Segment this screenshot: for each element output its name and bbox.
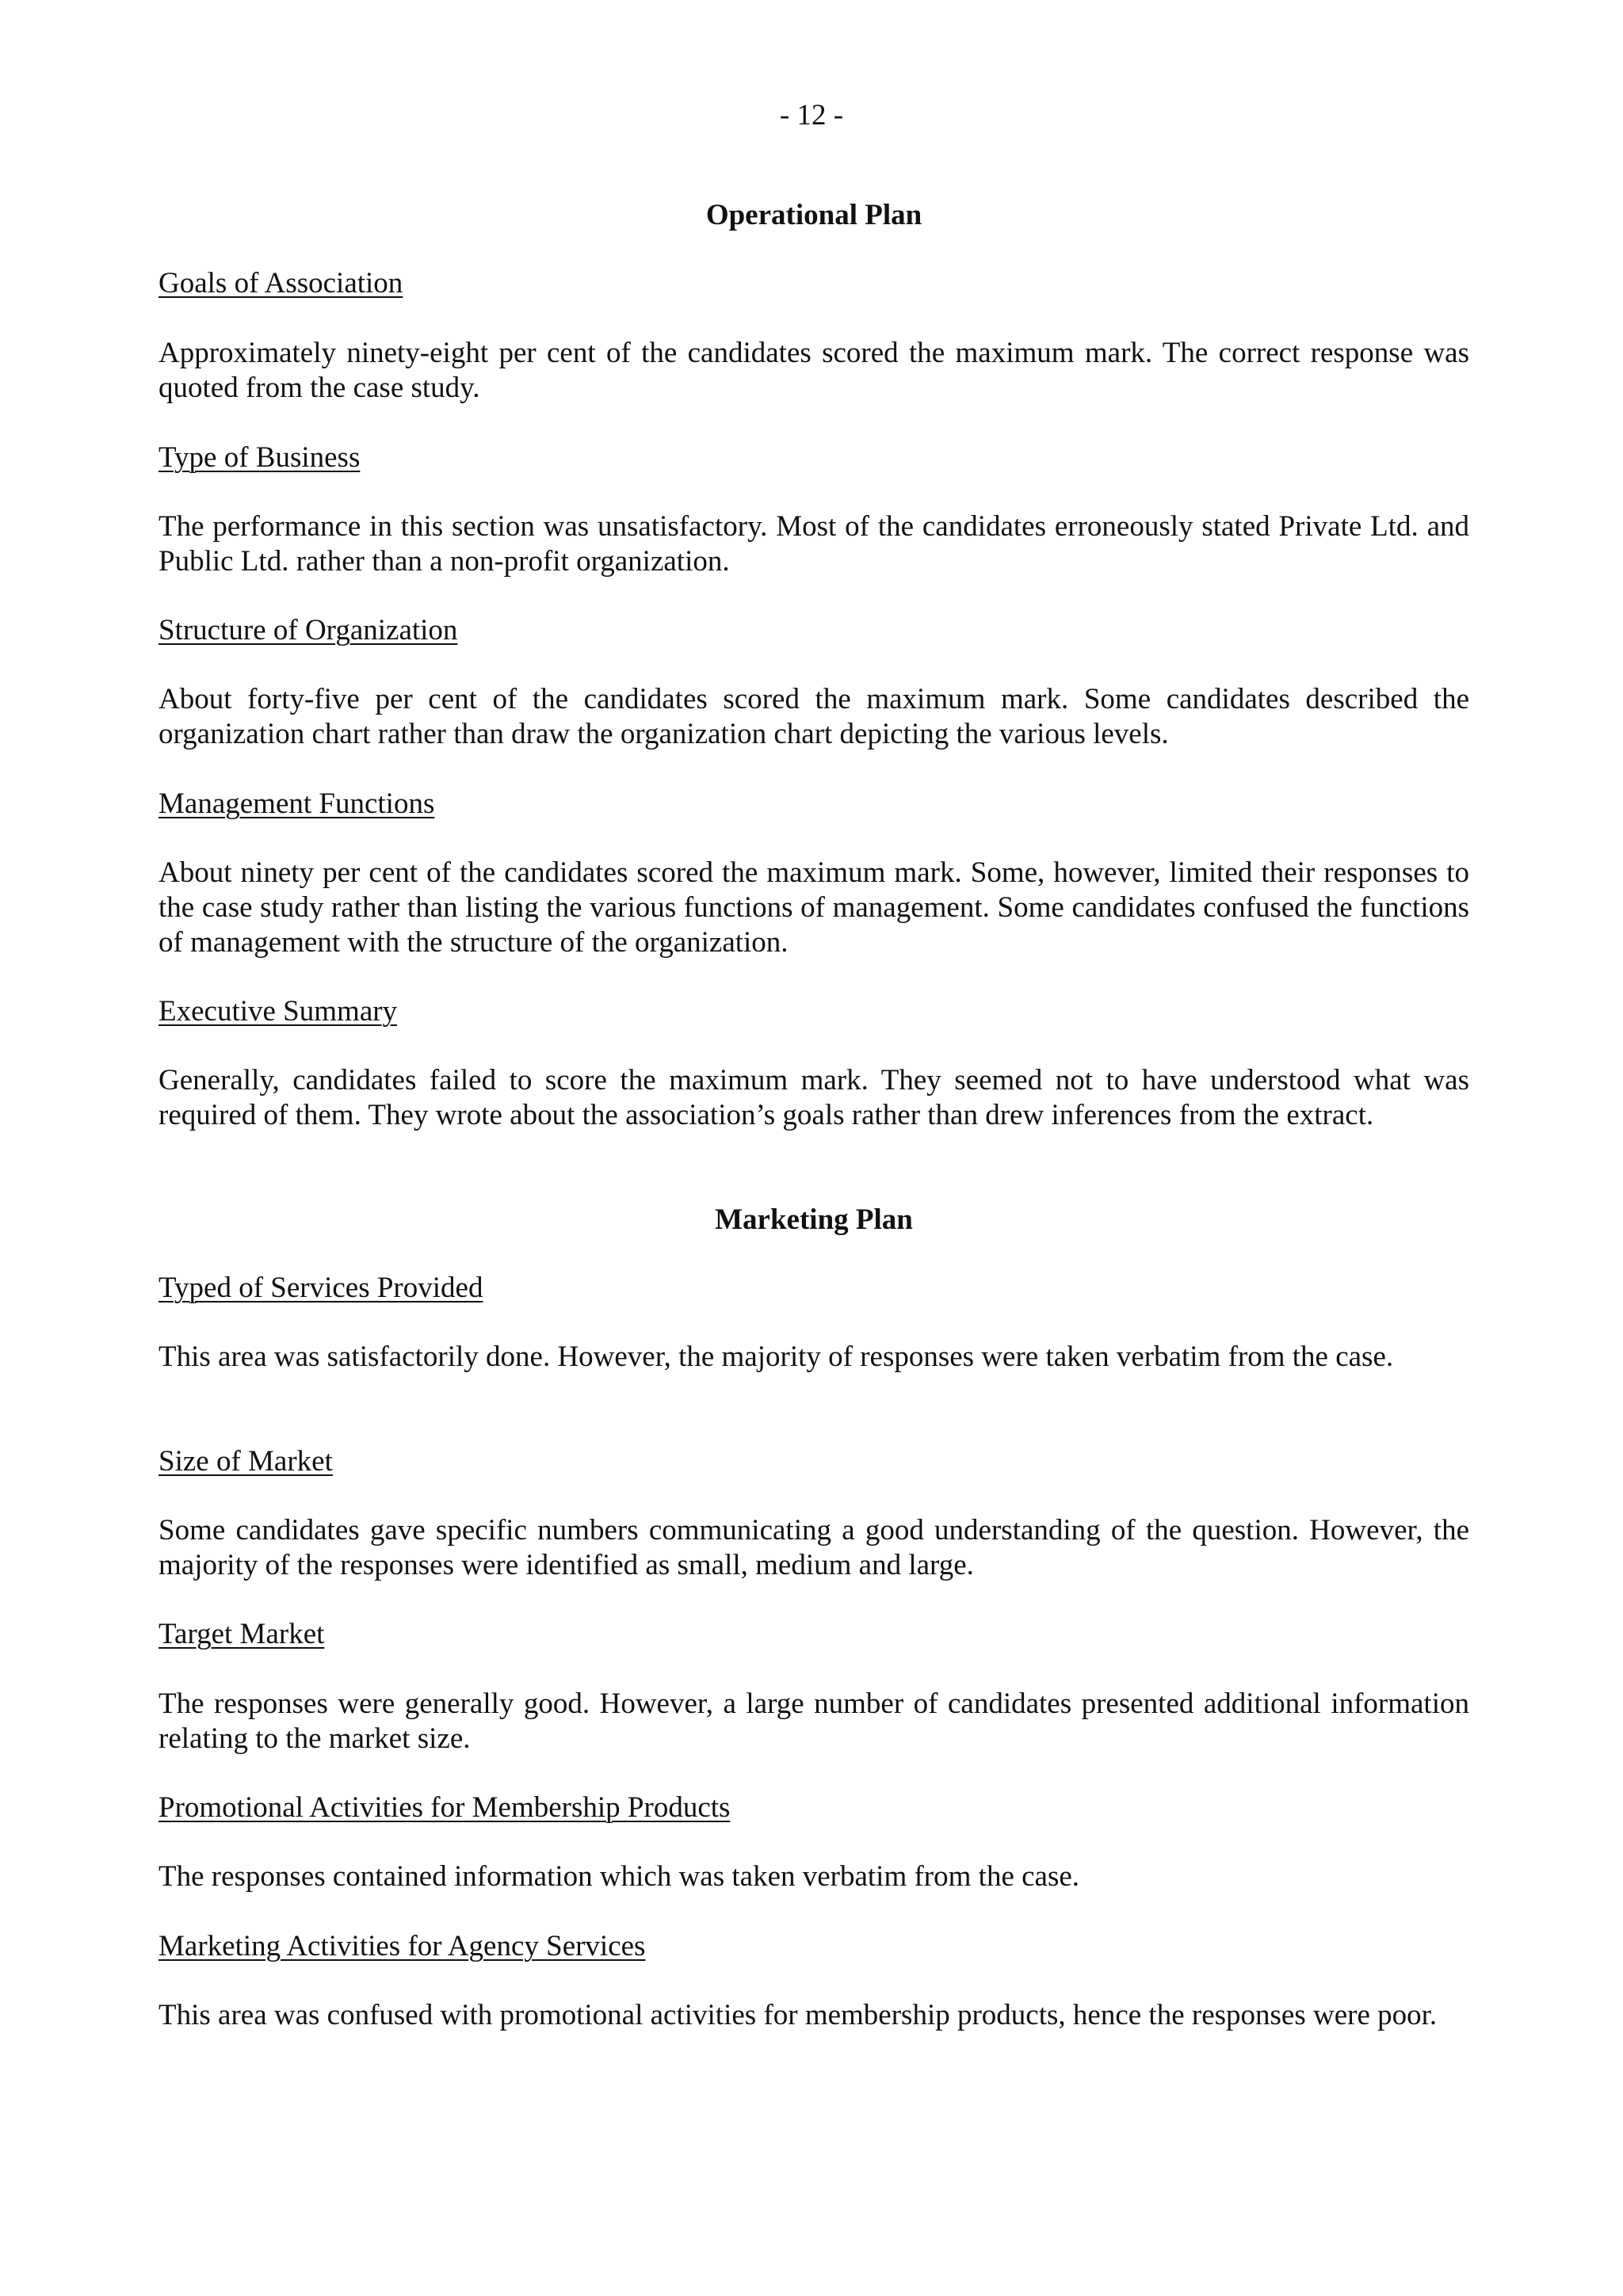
heading-promotional-activities: Promotional Activities for Membership Products bbox=[158, 1791, 731, 1824]
heading-management-functions: Management Functions bbox=[158, 788, 435, 820]
paragraph-size-of-market: Some candidates gave specific numbers communicating a good understanding of the question. However, the majority of the responses were identified as small, medium and large. bbox=[158, 1514, 1469, 1581]
heading-size-of-market: Size of Market bbox=[158, 1445, 333, 1478]
section-title-operational-plan: Operational Plan bbox=[705, 199, 922, 231]
paragraph-typed-of-services-provided: This area was satisfactorily done. However, the majority of responses were taken verbatim from the case. bbox=[158, 1341, 1394, 1373]
heading-typed-of-services-provided: Typed of Services Provided bbox=[158, 1272, 483, 1304]
paragraph-promotional-activities: The responses contained information which was taken verbatim from the case. bbox=[158, 1860, 1080, 1893]
page-number: - 12 - bbox=[779, 99, 844, 132]
heading-marketing-activities-agency-services: Marketing Activities for Agency Services bbox=[158, 1930, 646, 1962]
heading-goals-of-association: Goals of Association bbox=[158, 267, 403, 299]
paragraph-structure-of-organization: About forty-five per cent of the candidates scored the maximum mark. Some candidates described the organization chart rather than draw the organization chart depicting the various levels. bbox=[158, 683, 1469, 750]
paragraph-management-functions: About ninety per cent of the candidates scored the maximum mark. Some, however, limited their responses to the case study rather than listing the various functions of management. Some candidates confused the functions of management with the structure of the organization. bbox=[158, 856, 1469, 959]
paragraph-executive-summary: Generally, candidates failed to score the maximum mark. They seemed not to have understood what was required of them. They wrote about the association’s goals rather than drew inferences from the extract. bbox=[158, 1064, 1469, 1131]
paragraph-target-market: The responses were generally good. However, a large number of candidates presented additional information relating to the market size. bbox=[158, 1688, 1469, 1755]
heading-executive-summary: Executive Summary bbox=[158, 995, 398, 1028]
heading-structure-of-organization: Structure of Organization bbox=[158, 614, 458, 646]
paragraph-goals-of-association: Approximately ninety-eight per cent of the candidates scored the maximum mark. The correct response was quoted from the case study. bbox=[158, 337, 1469, 404]
paragraph-marketing-activities-agency-services: This area was confused with promotional activities for membership products, hence the responses were poor. bbox=[158, 1999, 1438, 2031]
paragraph-type-of-business: The performance in this section was unsatisfactory. Most of the candidates erroneously stated Private Ltd. and Public Ltd. rather than a non-profit organization. bbox=[158, 510, 1469, 578]
heading-type-of-business: Type of Business bbox=[158, 441, 361, 474]
section-title-marketing-plan: Marketing Plan bbox=[715, 1203, 913, 1236]
heading-target-market: Target Market bbox=[158, 1618, 325, 1650]
